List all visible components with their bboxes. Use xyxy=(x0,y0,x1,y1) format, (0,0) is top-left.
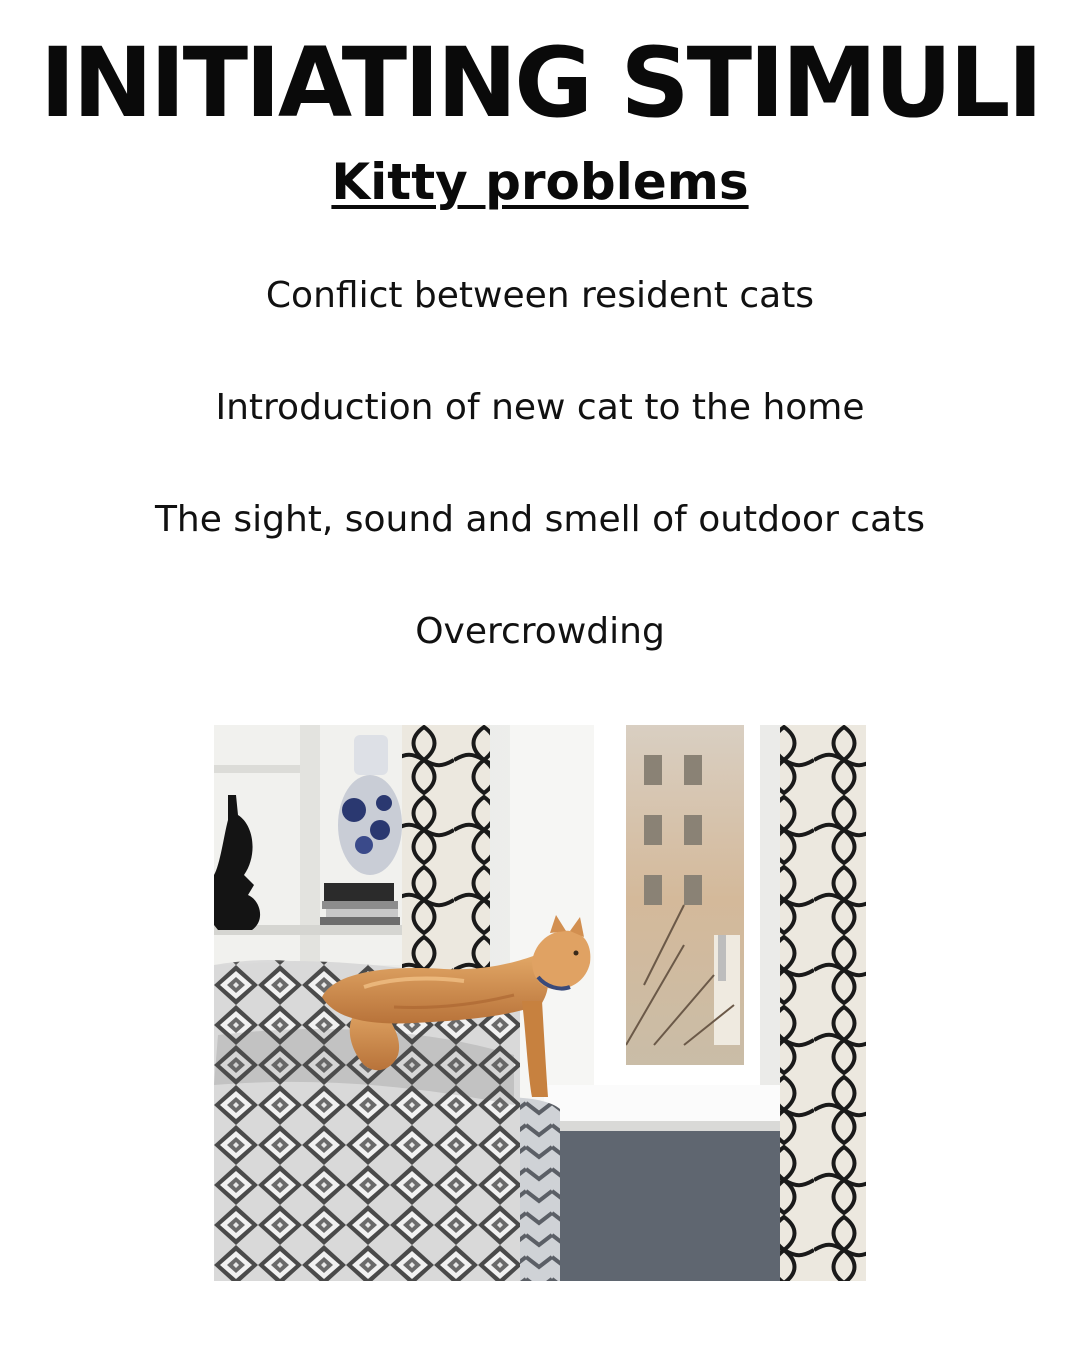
list-item: Overcrowding xyxy=(415,611,665,652)
page-subtitle: Kitty problems xyxy=(331,153,749,211)
list-item: Introduction of new cat to the home xyxy=(215,387,865,428)
cat-photo xyxy=(214,725,866,1281)
list-item: The sight, sound and smell of outdoor cats xyxy=(154,499,926,540)
list-item: Conflict between resident cats xyxy=(265,275,815,316)
page-title: INITIATING STIMULI xyxy=(39,27,1041,139)
